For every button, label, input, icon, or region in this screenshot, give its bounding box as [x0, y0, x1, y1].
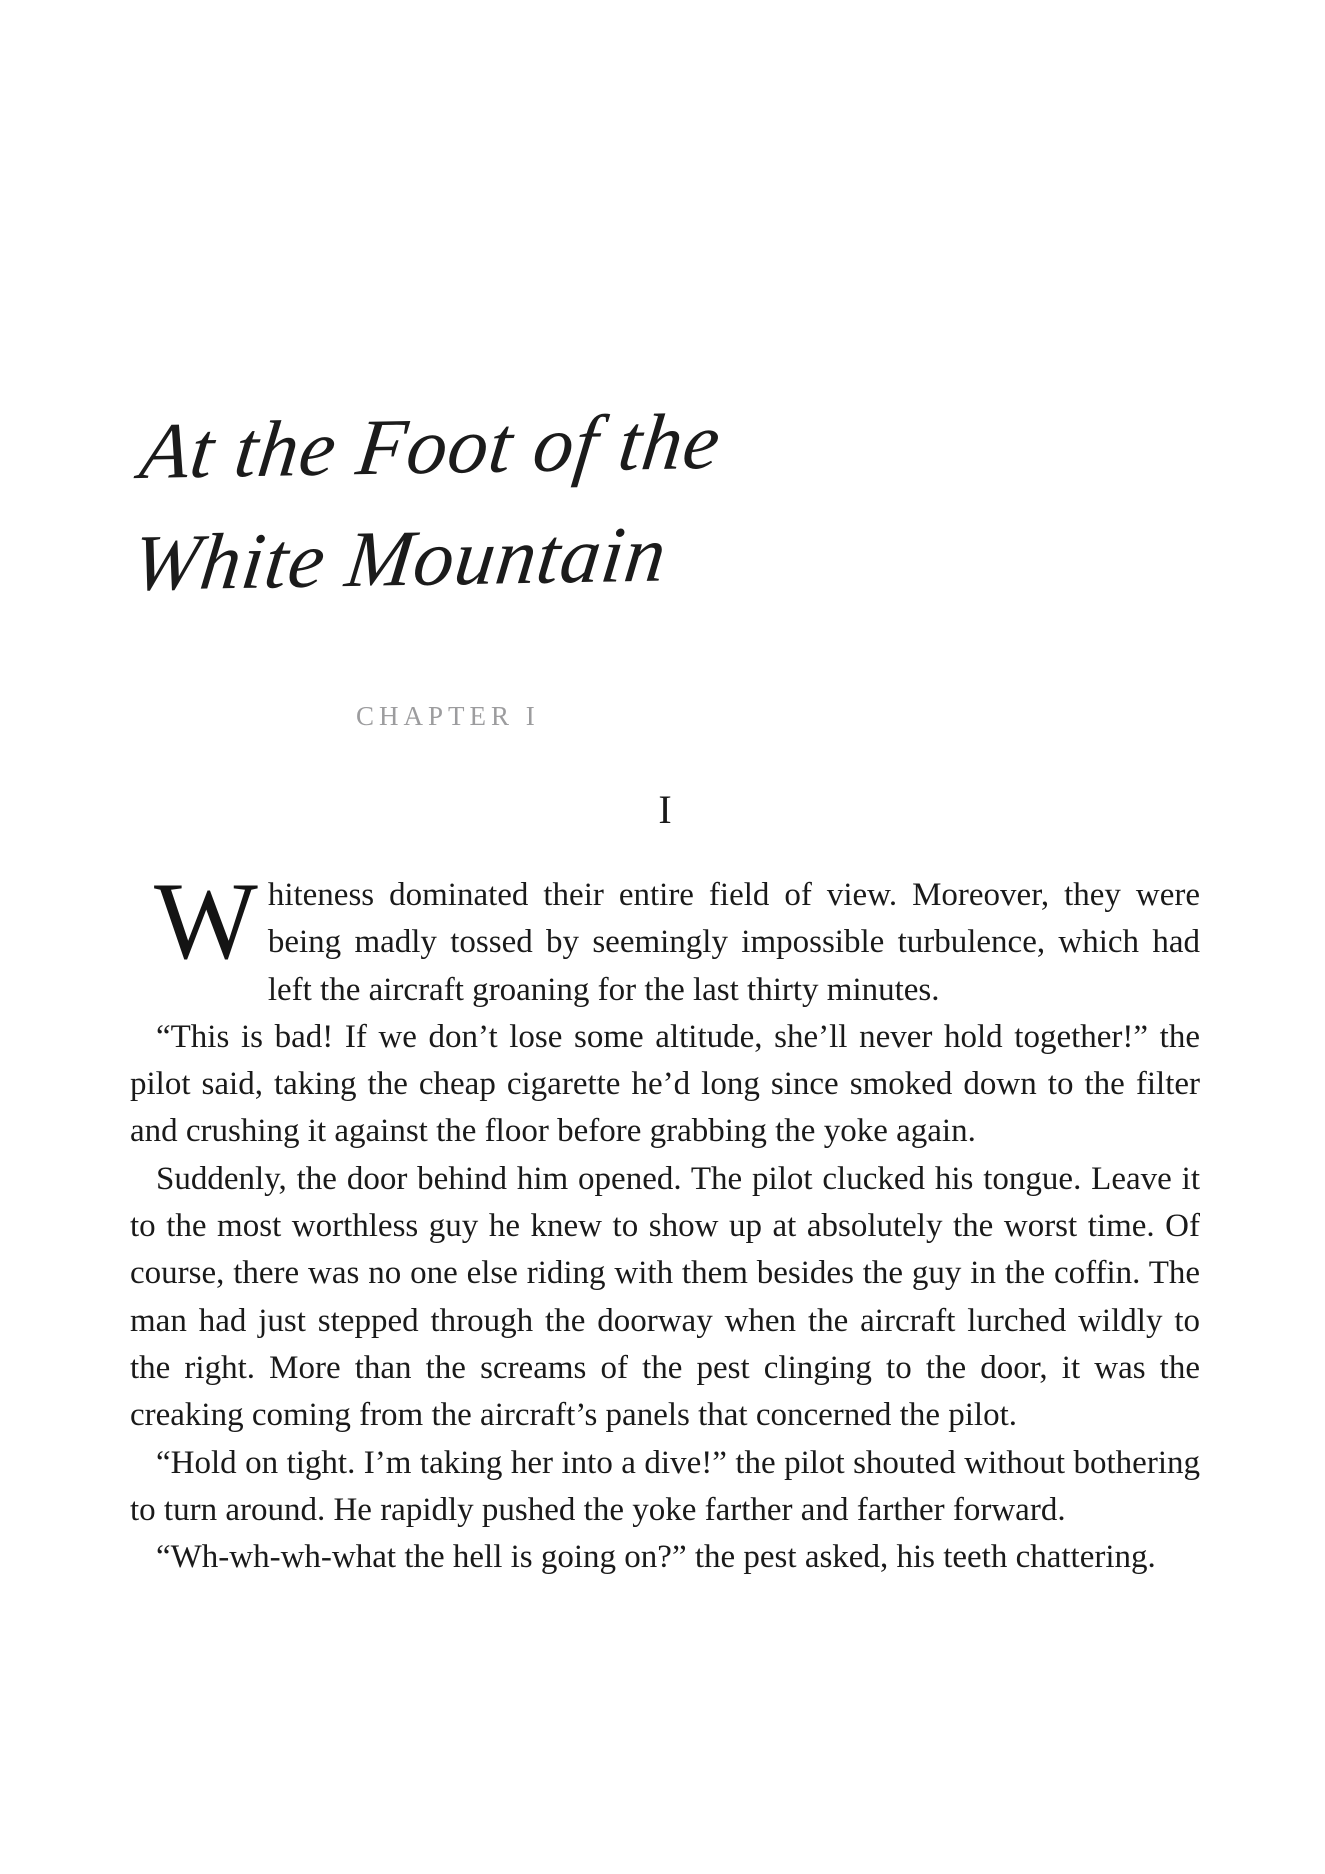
dropcap-letter: W: [154, 860, 258, 982]
body-text: [130, 860, 1200, 1581]
paragraph: Suddenly, the door behind him opened. The pilot clucked his tongue. Leave it to the most worthless guy he knew to show up at absolutely the worst time. Of course, there was no one else riding with them besides the guy in the coffin. The man had just stepped through the doorway when the aircraft lurched wildly to the right. More than the screams of the pest clinging to the door, it was the creaking coming from the aircraft’s panels that concerned the pilot.: [130, 1160, 1200, 1434]
chapter-title-line1: At the Foot of the: [135, 397, 726, 496]
chapter-title: [120, 386, 727, 620]
paragraph: “Wh-wh-wh-what the hell is going on?” the pest asked, his teeth chattering.: [156, 1539, 1156, 1576]
paragraph: “Hold on tight. I’m taking her into a dive!” the pilot shouted without bothering to turn around. He rapidly pushed the yoke farther and farther forward.: [130, 1444, 1200, 1528]
chapter-title-line2: White Mountain: [127, 510, 672, 608]
paragraph-text: hiteness dominated their entire field of view. Moreover, they were being madly tossed by seemingly impossible turbulence, which had left the aircraft groaning for the last thirty minutes.: [267, 877, 1200, 1008]
paragraph: [130, 860, 1200, 1014]
chapter-label: CHAPTER I: [356, 701, 540, 731]
section-number: I: [658, 787, 672, 832]
paragraph: “This is bad! If we don’t lose some altitude, she’ll never hold together!” the pilot said, taking the cheap cigarette he’d long since smoked down to the filter and crushing it against the floor before grabbing the yoke again.: [130, 1018, 1200, 1150]
